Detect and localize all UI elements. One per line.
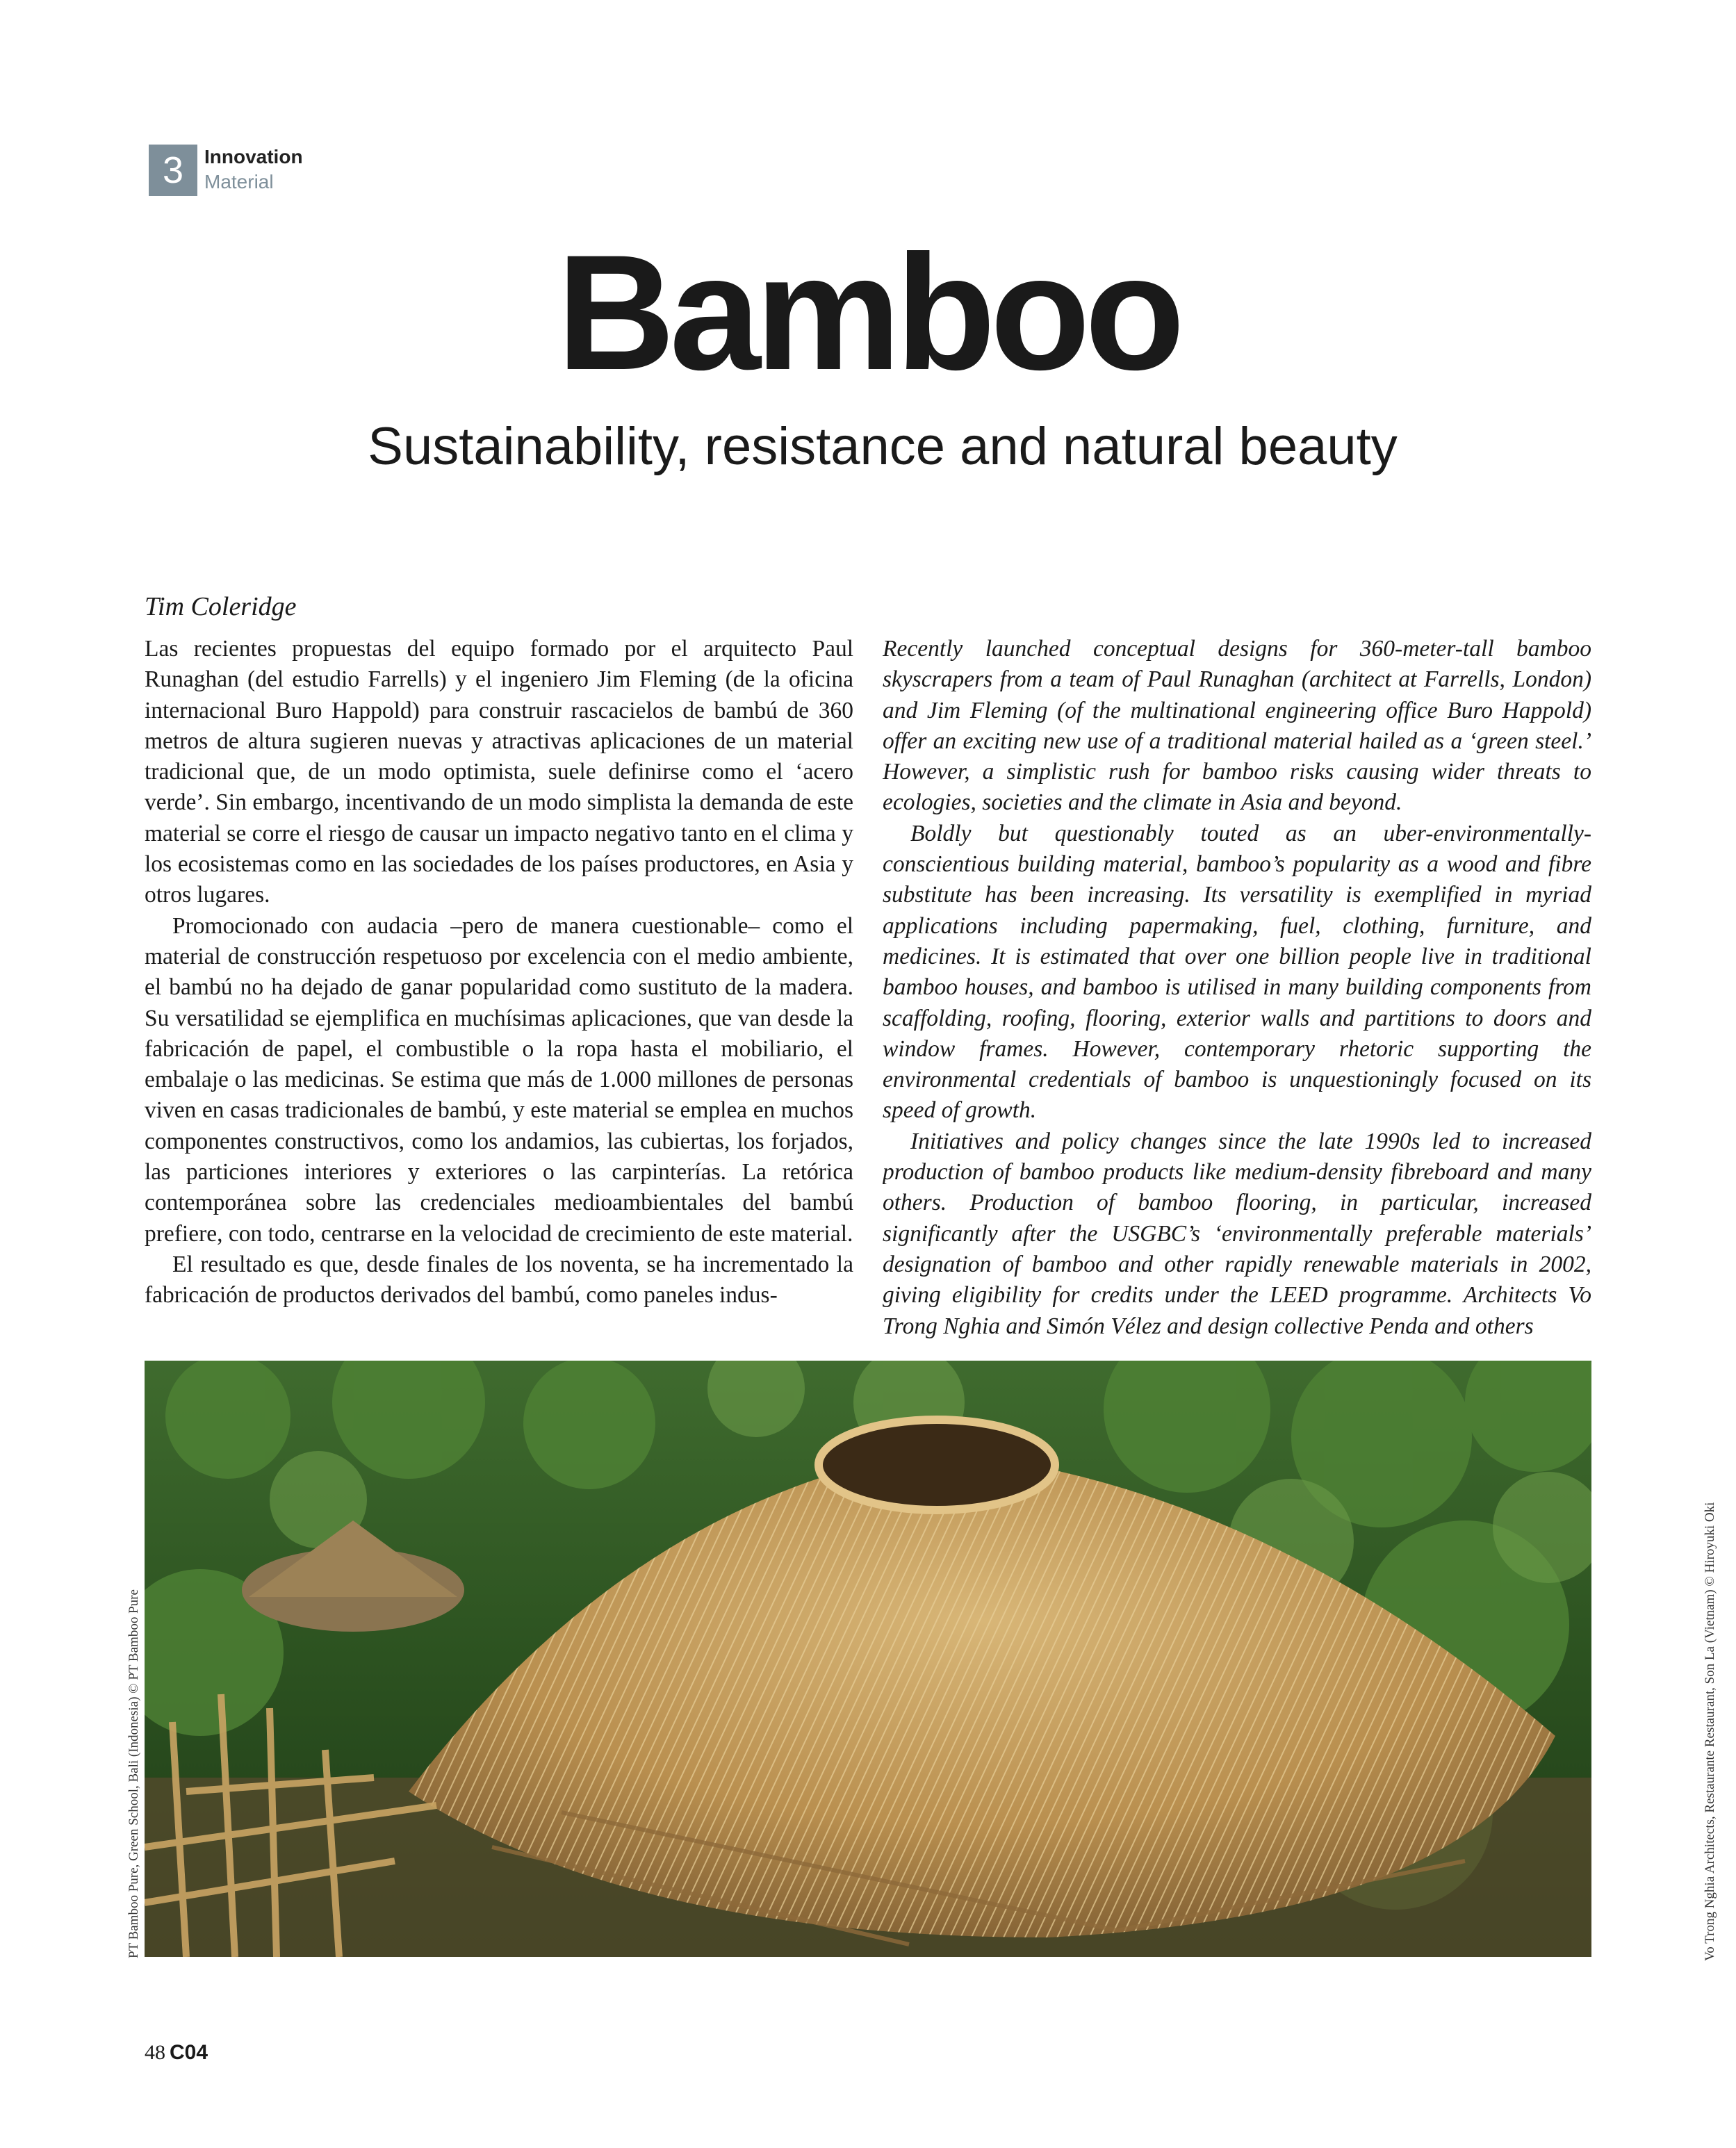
section-subtitle: Material (204, 171, 274, 192)
english-paragraph: Recently launched conceptual designs for 360-meter-tall bamboo skyscrapers from a team of Paul Runaghan (architect at Farrells, London) and Jim Fleming (of the multinational engineering office Buro Happold) offer an exciting new use of a traditional material hailed as a ‘green steel.’ However, a simplistic rush for bamboo risks causing wider threats to ecologies, societies and the climate in Asia and beyond. (883, 636, 1591, 816)
section-title: Innovation (204, 146, 303, 167)
section-label (204, 145, 303, 195)
magazine-name: C04 (170, 2041, 208, 2064)
english-paragraph: Initiatives and policy changes since the late 1990s led to increased production of bamboo products like medium-density fibreboard and many others. Production of bamboo flooring, in particular, increased significantly after the USGBC’s ‘environmentally preferable materials’ designation of bamboo and other rapidly renewable materials in 2002, giving eligibility for credits under the LEED programme. Architects Vo Trong Nghia and Simón Vélez and design collective Penda and others (883, 1128, 1591, 1339)
bamboo-structure-photo (145, 1361, 1591, 1957)
section-number: 3 (149, 145, 197, 196)
spanish-paragraph: El resultado es que, desde finales de los noventa, se ha incrementado la fabricación de productos derivados del bambú, como paneles indus- (145, 1251, 853, 1309)
english-column (883, 634, 1591, 1341)
page-subtitle: Sustainability, resistance and natural beauty (368, 417, 1398, 476)
page-title: Bamboo (557, 221, 1179, 404)
author-byline: Tim Coleridge (145, 592, 297, 621)
english-paragraph: Boldly but questionably touted as an uber-environmentally-conscientious building material, bamboo’s popularity as a wood and fibre substitute has been increasing. Its versatility is exemplified in myriad applications including papermaking, fuel, clothing, furniture, and medicines. It is estimated that over one billion people live in traditional bamboo houses, and bamboo is utilised in many building components from scaffolding, roofing, flooring, exterior walls and partitions to doors and window frames. However, contemporary rhetoric supporting the environmental credentials of bamboo is unquestioningly focused on its speed of growth. (883, 820, 1591, 1124)
page-folio (145, 2039, 208, 2067)
spanish-column (145, 634, 853, 1341)
photo-credit-left: PT Bamboo Pure, Green School, Bali (Indonesia) © PT Bamboo Pure (126, 1589, 141, 1958)
photo-credit-right: Vo Trong Nghia Architects, Restaurante Restaurant, Son La (Vietnam) © Hiroyuki Oki (1703, 1502, 1717, 1961)
photo-illustration (145, 1361, 1591, 1957)
spanish-paragraph: Las recientes propuestas del equipo formado por el arquitecto Paul Runaghan (del estudio Farrells) y el ingeniero Jim Fleming (de la oficina internacional Buro Happold) para construir rascacielos de bambú de 360 metros de altura sugieren nuevas y atractivas aplicaciones de un material tradicional que, de un modo optimista, suele definirse como el ‘acero verde’. Sin embargo, incentivando de un modo simplista la demanda de este material se corre el riesgo de causar un impacto negativo tanto en el clima y los ecosistemas como en las sociedades de los países productores, en Asia y otros lugares. (145, 636, 853, 908)
page-number: 48 (145, 2041, 165, 2064)
spanish-paragraph: Promocionado con audacia –pero de manera cuestionable– como el material de construcción respetuoso por excelencia con el medio ambiente, el bambú no ha dejado de ganar popularidad como sustituto de la madera. Su versatilidad se ejemplifica en muchísimas aplicaciones, que van desde la fabricación de papel, el combustible o la ropa hasta el mobiliario, el embalaje o las medicinas. Se estima que más de 1.000 millones de personas viven en casas tradicionales de bambú, y este material se emplea en muchos componentes constructivos, como los andamios, las cubiertas, los forjados, las particiones interiores y exteriores o las carpinterías. La retórica contemporánea sobre las credenciales medioambientales del bambú prefiere, con todo, centrarse en la velocidad de crecimiento de este material. (145, 912, 853, 1247)
